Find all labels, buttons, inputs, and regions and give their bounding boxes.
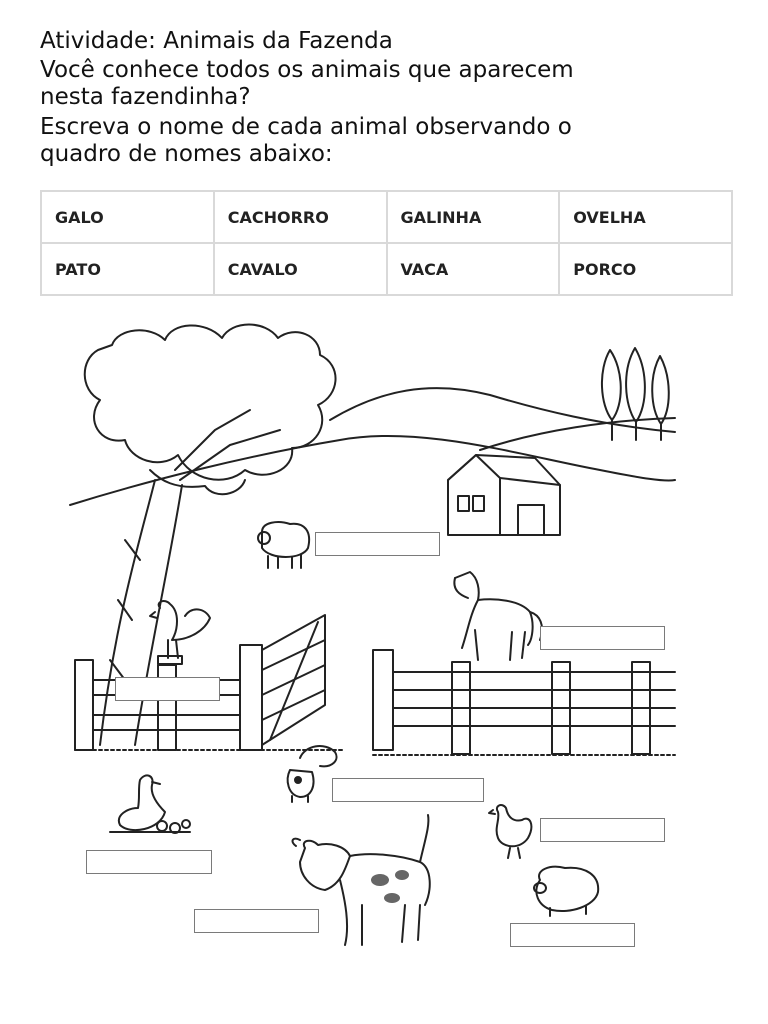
table-row bbox=[41, 191, 732, 243]
worksheet-title: Atividade: Animais da Fazenda bbox=[40, 28, 393, 54]
instruction-line-1: Escreva o nome de cada animal observando o bbox=[40, 114, 572, 140]
right-fence-illustration bbox=[373, 650, 675, 755]
duck-answer-box[interactable] bbox=[86, 850, 212, 874]
animal-names-table bbox=[40, 190, 733, 296]
sheep-answer-box[interactable] bbox=[315, 532, 440, 556]
barn-illustration bbox=[448, 455, 560, 535]
question-line-1: Você conhece todos os animais que aparecem bbox=[40, 57, 574, 83]
question-line-2: nesta fazendinha? bbox=[40, 84, 251, 110]
pig-answer-box[interactable] bbox=[510, 923, 635, 947]
hen-illustration bbox=[489, 805, 531, 858]
pig-illustration bbox=[534, 867, 598, 916]
horse-answer-box[interactable] bbox=[540, 626, 665, 650]
hills-illustration bbox=[70, 388, 675, 505]
cow-answer-box[interactable] bbox=[194, 909, 319, 933]
table-cell: VACA bbox=[387, 243, 560, 295]
table-cell: CACHORRO bbox=[214, 191, 387, 243]
hen-answer-box[interactable] bbox=[540, 818, 665, 842]
table-cell: OVELHA bbox=[559, 191, 732, 243]
dog-answer-box[interactable] bbox=[332, 778, 484, 802]
rooster-answer-box[interactable] bbox=[115, 677, 220, 701]
table-cell: PATO bbox=[41, 243, 214, 295]
poplar-trees-illustration bbox=[602, 348, 669, 440]
duck-illustration bbox=[110, 775, 190, 833]
worksheet-header bbox=[40, 26, 730, 168]
dog-illustration bbox=[288, 746, 337, 802]
instruction-line-2: quadro de nomes abaixo: bbox=[40, 141, 333, 167]
horse-illustration bbox=[454, 572, 542, 660]
table-cell: PORCO bbox=[559, 243, 732, 295]
table-cell: CAVALO bbox=[214, 243, 387, 295]
table-cell: GALO bbox=[41, 191, 214, 243]
sheep-illustration bbox=[258, 522, 309, 568]
table-cell: GALINHA bbox=[387, 191, 560, 243]
table-row bbox=[41, 243, 732, 295]
